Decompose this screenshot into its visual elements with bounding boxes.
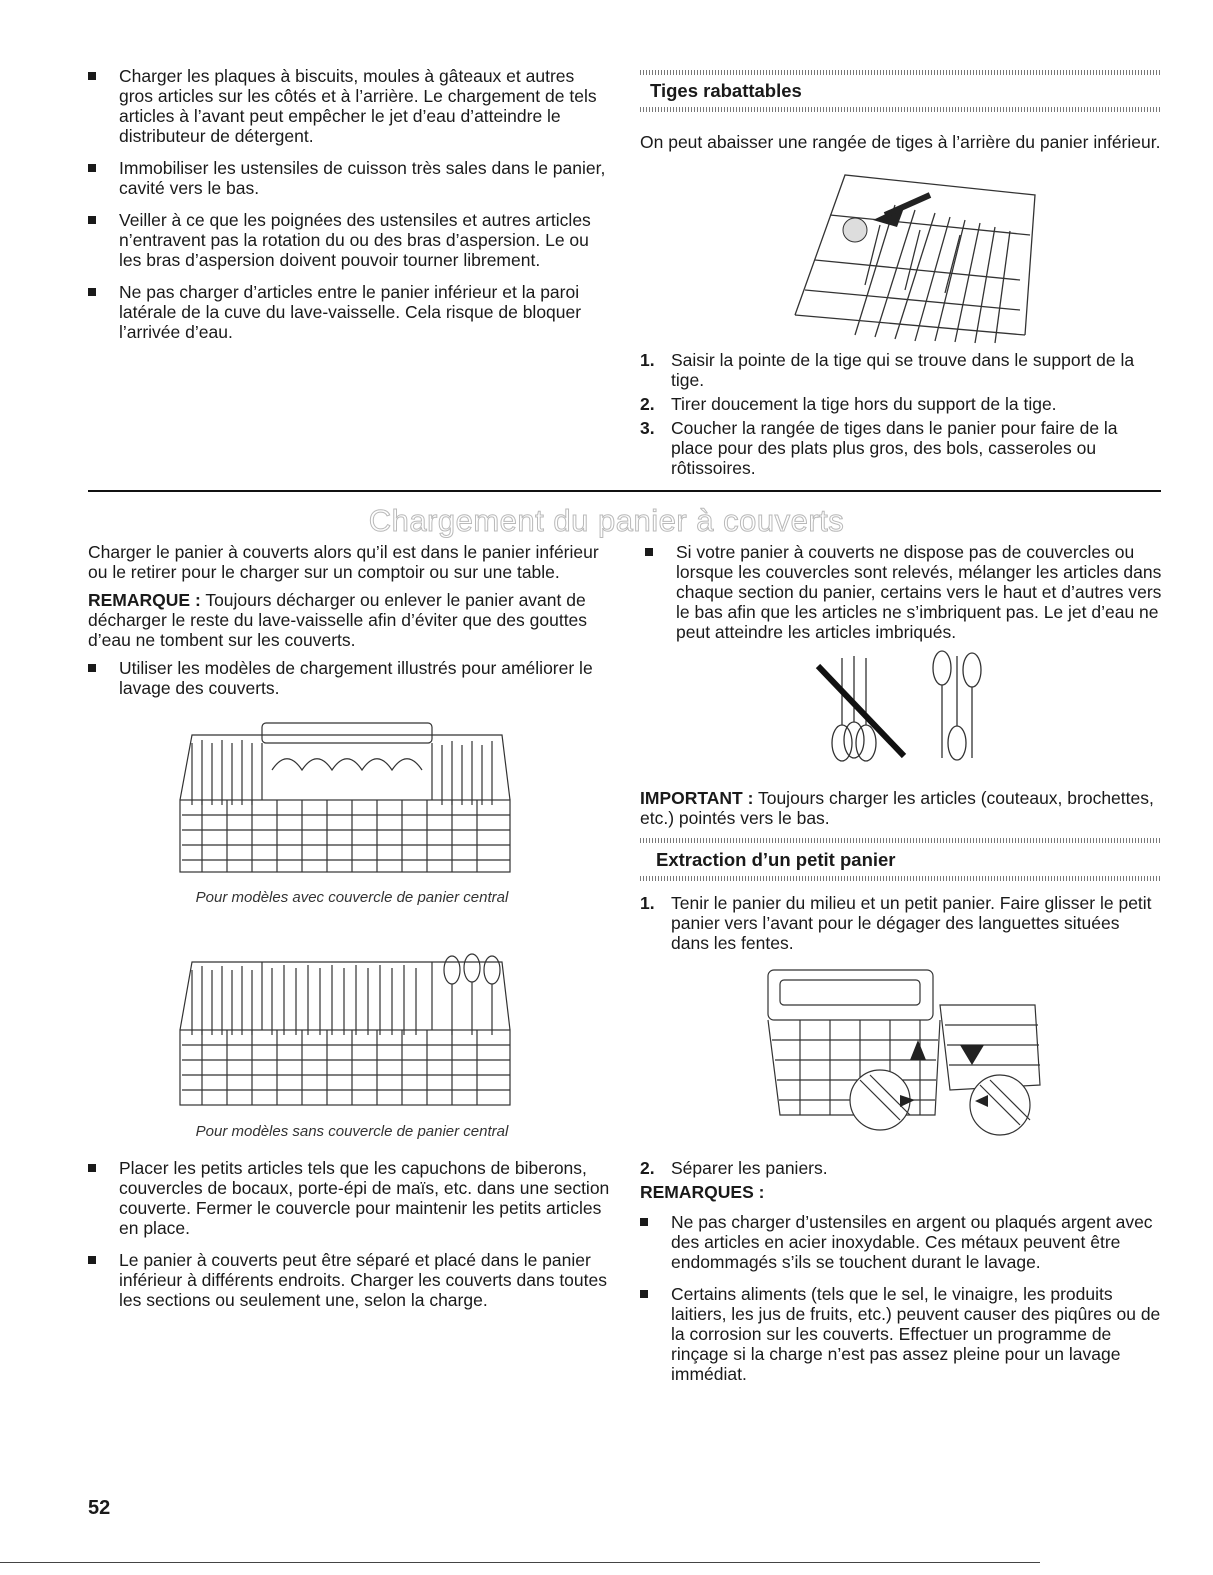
extraction-section (640, 838, 1162, 957)
tiges-intro: On peut abaisser une rangée de tiges à l’arrière du panier inférieur. (640, 132, 1161, 152)
list-item (640, 394, 1162, 414)
step-text: Coucher la rangée de tiges dans le panier pour faire de la place pour des plats plus gros, des bols, casseroles ou rôtissoires. (671, 418, 1118, 478)
basket-with-cover-illustration (172, 715, 517, 880)
list-item: Utiliser les modèles de chargement illustrés pour améliorer le lavage des couverts. (88, 658, 616, 698)
step-text: Séparer les paniers. (671, 1158, 828, 1178)
list-item (640, 893, 1162, 953)
footer-rule (0, 1562, 1040, 1563)
list-item: Ne pas charger d’articles entre le panier inférieur et la paroi latérale de la cuve du lave-vaisselle. Cela risque de bloquer l’arrivée d’eau. (88, 282, 608, 342)
tiges-heading: Tiges rabattables (650, 80, 802, 101)
section-title: Chargement du panier à couverts (368, 503, 845, 538)
caption-without-cover: Pour modèles sans couvercle de panier central (195, 1123, 509, 1140)
left-intro: Charger le panier à couverts alors qu’il est dans le panier inférieur ou le retirer pour le charger sur un comptoir ou sur une table. (88, 542, 599, 582)
step-number: 3. (640, 418, 655, 438)
nesting-spoons-illustration (812, 648, 992, 768)
basket-separation-illustration (760, 965, 1050, 1145)
left-bottom-bullets (88, 1158, 616, 1322)
page-number: 52 (88, 1497, 111, 1519)
hatched-divider (640, 107, 1162, 112)
list-item (640, 350, 1162, 390)
important-label: IMPORTANT : (640, 788, 754, 808)
section-rule (88, 490, 1161, 492)
step-number: 1. (640, 893, 655, 913)
tiges-section (640, 70, 1162, 152)
list-item (640, 418, 1162, 478)
list-item: Immobiliser les ustensiles de cuisson très sales dans le panier, cavité vers le bas. (88, 158, 608, 198)
hatched-divider (640, 838, 1162, 843)
list-item: Ne pas charger d’ustensiles en argent ou plaqués argent avec des articles en acier inoxydable. Ces métaux peuvent être endommagés s’ils se touchent durant le lavage. (640, 1212, 1162, 1272)
tiges-steps (640, 350, 1162, 482)
important-text: Toujours charger les articles (couteaux, brochettes, etc.) pointés vers le bas. (640, 788, 1154, 828)
list-item: Le panier à couverts peut être séparé et placé dans le panier inférieur à différents endroits. Charger les couverts dans toutes les sections ou seulement une, selon la charge. (88, 1250, 616, 1310)
right-column (645, 542, 1163, 654)
step-text: Saisir la pointe de la tige qui se trouve dans le support de la tige. (671, 350, 1135, 390)
remarque-paragraph (88, 590, 616, 650)
top-left-column (88, 66, 608, 354)
list-item: Placer les petits articles tels que les capuchons de biberons, couvercles de bocaux, porte-épi de maïs, etc. dans une section couverte. Fermer le couvercle pour maintenir les petits articles en place. (88, 1158, 616, 1238)
list-item: Charger les plaques à biscuits, moules à gâteaux et autres gros articles sur les côtés et à l’arrière. Le chargement de tels articles à l’avant peut empêcher le jet d’eau d’atteindre le distributeur de détergent. (88, 66, 608, 146)
step-number: 1. (640, 350, 655, 370)
list-item: Veiller à ce que les poignées des ustensiles et autres articles n’entravent pas la rotation du ou des bras d’aspersion. Le ou les bras d’aspersion doivent pouvoir tourner librement. (88, 210, 608, 270)
hatched-divider (640, 876, 1162, 881)
remarque-label: REMARQUE : (88, 590, 201, 610)
step-text: Tenir le panier du milieu et un petit panier. Faire glisser le petit panier vers l’avant pour le dégager des languettes situées dans les fentes. (671, 893, 1152, 953)
caption-with-cover: Pour modèles avec couvercle de panier central (195, 889, 509, 906)
list-item: Certains aliments (tels que le sel, le vinaigre, les produits laitiers, les jus de fruits, etc.) peuvent causer des piqûres ou de la corrosion sur les couverts. Effectuer un programme de rinçage si la charge n’est pas assez pleine pour un lavage immédiat. (640, 1284, 1162, 1384)
extraction-heading: Extraction d’un petit panier (656, 849, 896, 870)
list-item: Si votre panier à couverts ne dispose pas de couvercles ou lorsque les couvercles sont relevés, mélanger les articles dans chaque section du panier, certains vers le haut et d’autres vers le bas afin que les articles ne s’imbriquent pas. Le jet d’eau ne peut atteindre les articles imbriqués. (645, 542, 1163, 642)
list-item (640, 1158, 1162, 1178)
step-number: 2. (640, 1158, 655, 1178)
left-column (88, 542, 616, 710)
remarques-label: REMARQUES : (640, 1182, 765, 1202)
hatched-divider (640, 70, 1162, 75)
step-number: 2. (640, 394, 655, 414)
step-text: Tirer doucement la tige hors du support de la tige. (671, 394, 1057, 414)
basket-without-cover-illustration (172, 940, 517, 1115)
right-bottom (640, 1158, 1162, 1396)
folding-tines-illustration (755, 165, 1045, 345)
important-note (640, 788, 1162, 828)
remarque-text: Toujours décharger ou enlever le panier avant de décharger le reste du lave-vaisselle afin d’éviter que des gouttes d’eau ne tombent sur les couverts. (88, 590, 588, 650)
